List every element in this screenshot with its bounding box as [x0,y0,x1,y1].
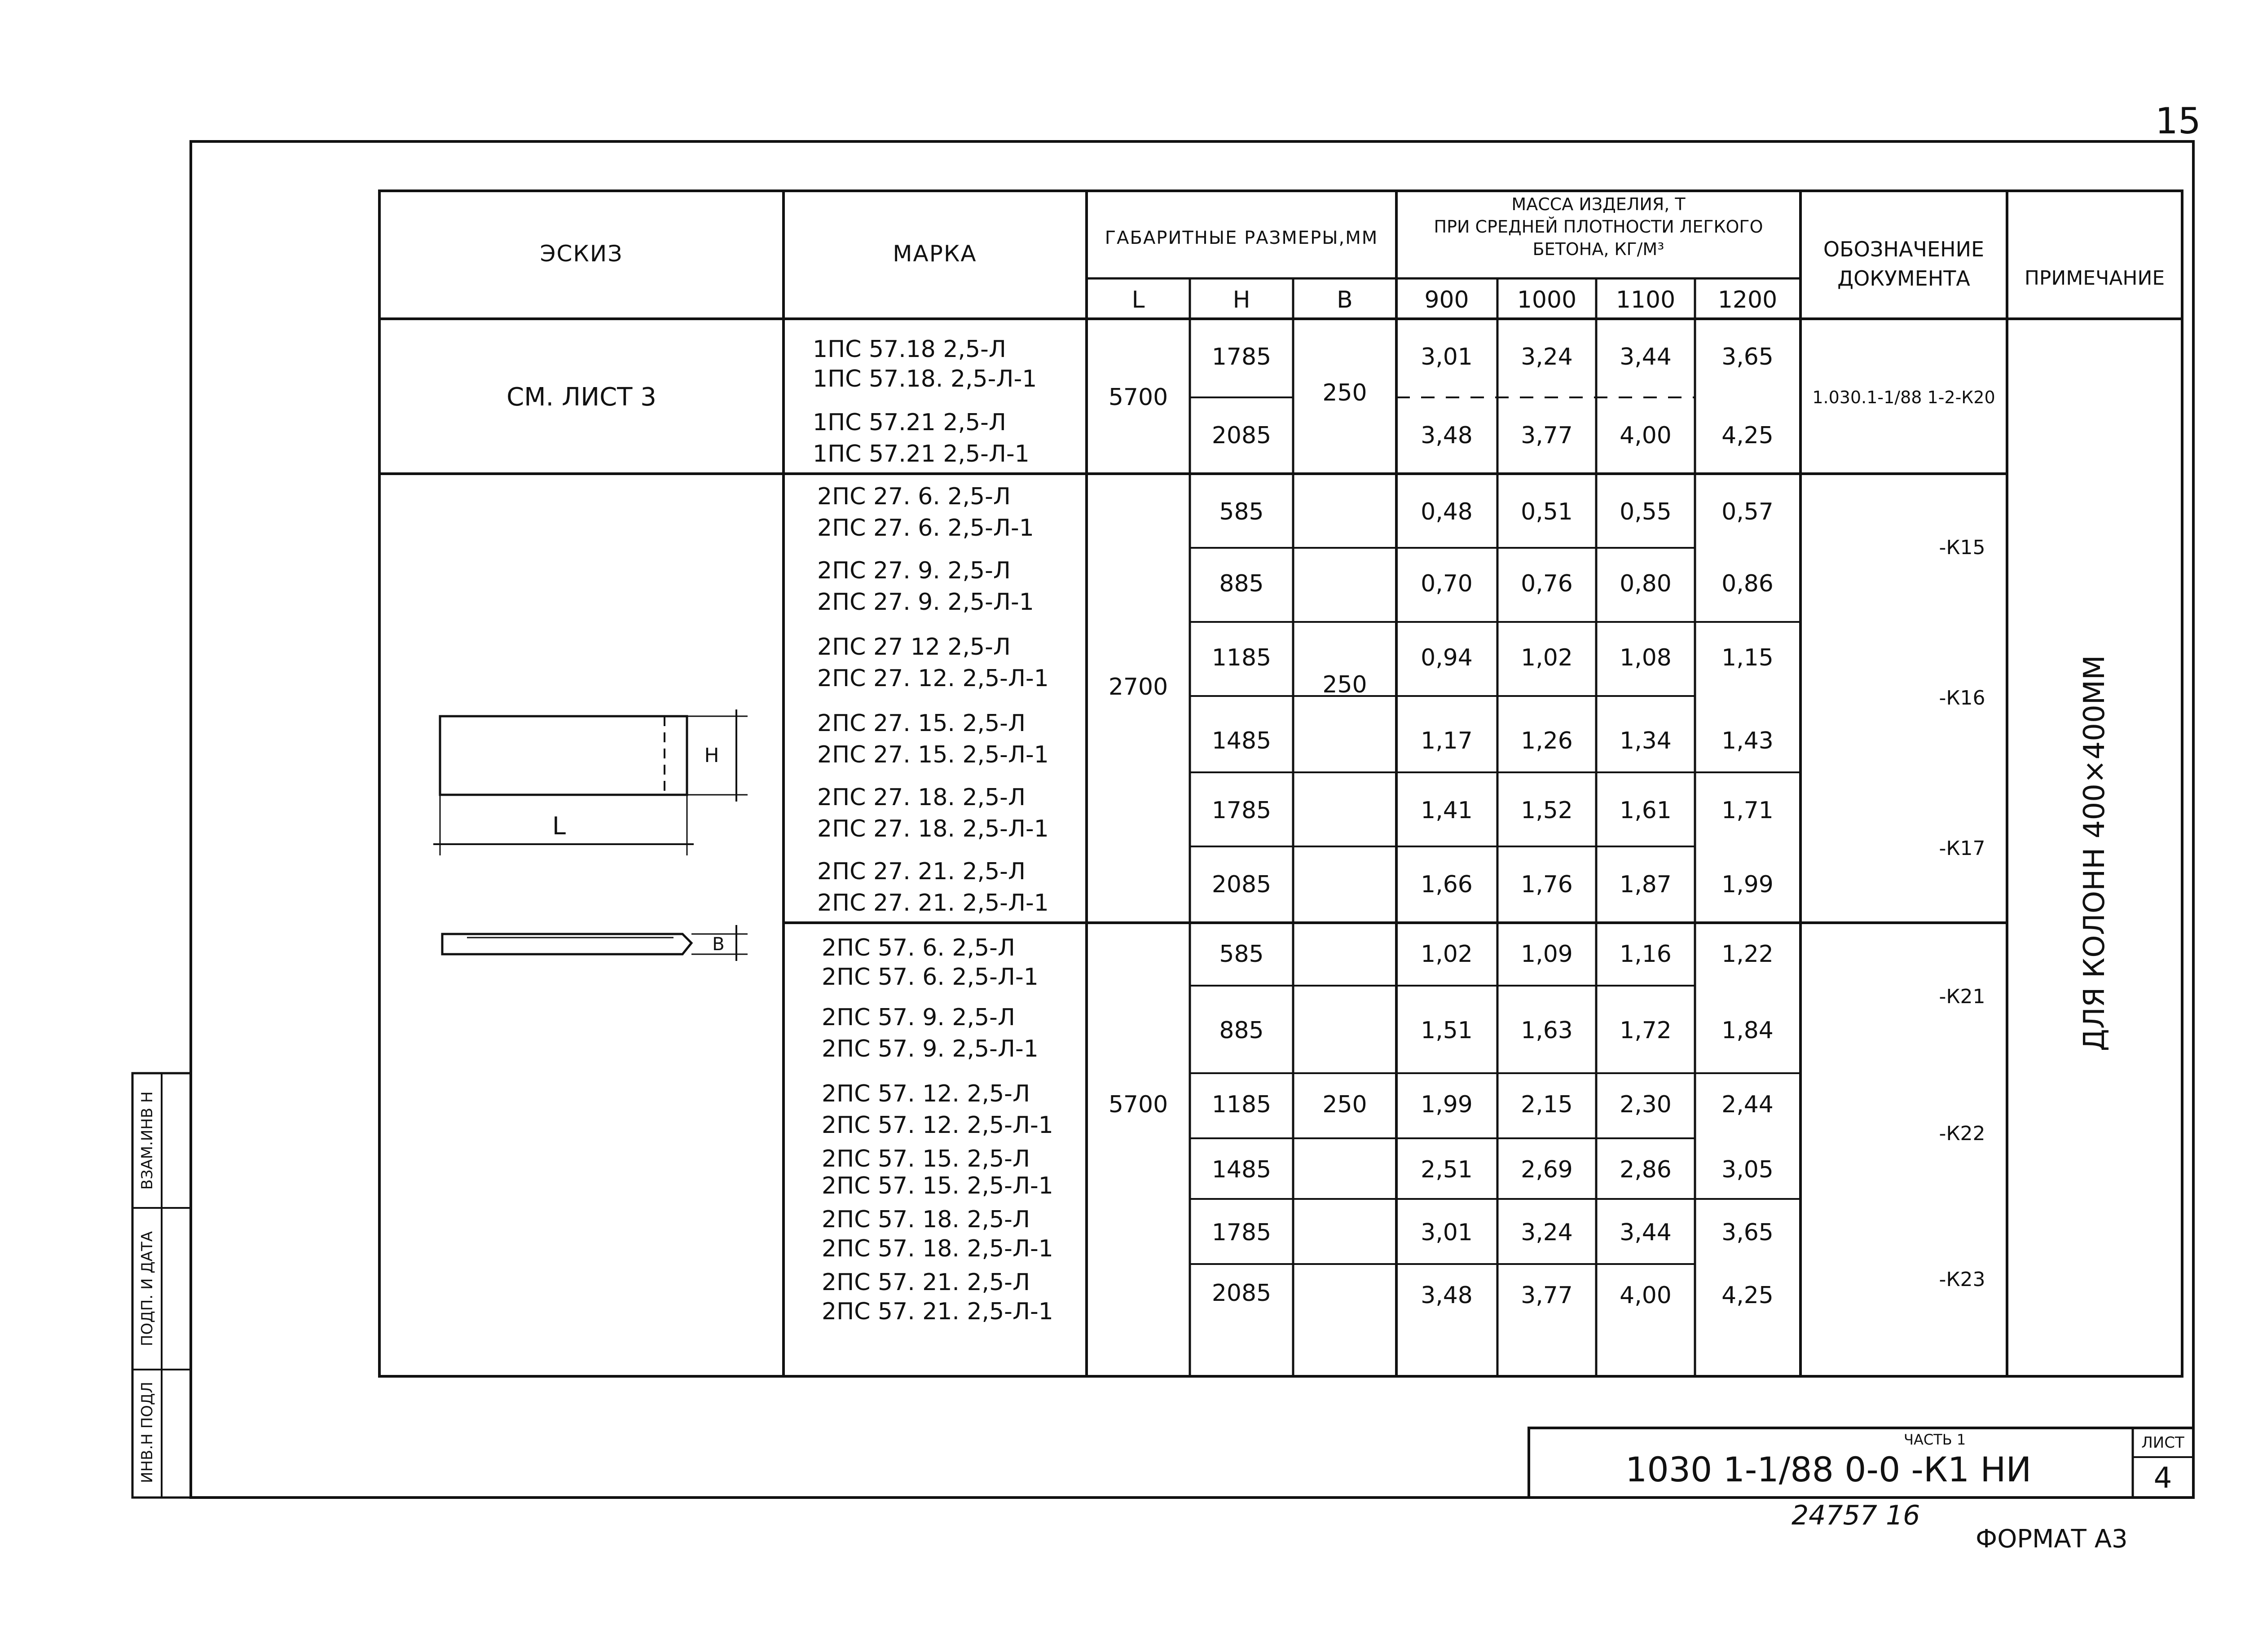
g3r6-mark1: 2ПС 57. 21. 2,5-Л [822,1269,1030,1296]
g2r5-m1100: 1,61 [1620,797,1672,824]
header-density-1100: 1100 [1616,286,1676,313]
g2r6-mark2: 2ПС 27. 21. 2,5-Л-1 [817,890,1049,916]
g2r3-m1200: 1,15 [1721,644,1774,671]
g2r2-m1100: 0,80 [1620,570,1672,597]
group2-L: 2700 [1108,674,1168,700]
group3-L: 5700 [1108,1091,1168,1118]
page-number: 15 [2155,100,2201,142]
g3r3-m1000: 2,15 [1521,1091,1573,1118]
g2r6-H: 2085 [1211,871,1272,898]
g3r2-m900: 1,51 [1421,1017,1473,1044]
g2r1-mark1: 2ПС 27. 6. 2,5-Л [817,483,1011,510]
header-doc-line2: ДОКУМЕНТА [1837,266,1970,291]
g2r2-mark2: 2ПС 27. 9. 2,5-Л-1 [817,589,1034,616]
footer-inventory-number: 24757 16 [1792,1500,1920,1531]
g2r3-mark1: 2ПС 27 12 2,5-Л [817,634,1011,661]
g3r6-m1100: 4,00 [1620,1282,1672,1309]
g2r3-m1100: 1,08 [1620,644,1672,671]
g2r1-H: 585 [1219,498,1264,525]
g3r1-mark2: 2ПС 57. 6. 2,5-Л-1 [822,964,1039,991]
g1r1-m1000: 3,24 [1521,344,1573,370]
g3r1-m1200: 1,22 [1721,941,1774,968]
g3r4-H: 1485 [1211,1156,1272,1183]
g1r2-mark1: 1ПС 57.21 2,5-Л [813,409,1006,436]
group1-L: 5700 [1108,384,1168,411]
g3r5-mark2: 2ПС 57. 18. 2,5-Л-1 [822,1235,1053,1262]
group3-B: 250 [1322,1091,1367,1118]
g3r4-mark2: 2ПС 57. 15. 2,5-Л-1 [822,1172,1053,1199]
g2r5-mark2: 2ПС 27. 18. 2,5-Л-1 [817,815,1049,842]
g1r1-m1200: 3,65 [1721,344,1774,370]
g2r4-H: 1485 [1211,727,1272,754]
footer-format: ФОРМАТ А3 [1976,1524,2128,1554]
g3r1-m1000: 1,09 [1521,941,1573,968]
g1r2-mark2: 1ПС 57.21 2,5-Л-1 [813,441,1030,467]
header-mass-line1: МАССА ИЗДЕЛИЯ, Т [1511,194,1686,214]
g1r2-H: 2085 [1211,422,1272,449]
g2r3-H: 1185 [1211,644,1272,671]
g3r4-m1000: 2,69 [1521,1156,1573,1183]
group3-doc-1: -К21 [1939,985,1985,1008]
g2r1-m900: 0,48 [1421,498,1473,525]
g3r5-m1200: 3,65 [1721,1219,1774,1246]
g3r6-m1000: 3,77 [1521,1282,1573,1309]
g3r3-mark1: 2ПС 57. 12. 2,5-Л [822,1080,1030,1107]
header-mass-line3: БЕТОНА, КГ/М³ [1532,239,1664,259]
g3r1-m1100: 1,16 [1620,941,1672,968]
group3-doc-3: -К23 [1939,1268,1985,1291]
g2r2-mark1: 2ПС 27. 9. 2,5-Л [817,557,1011,584]
group3-doc-2: -К22 [1939,1122,1985,1145]
g2r1-m1200: 0,57 [1721,498,1774,525]
g3r2-m1100: 1,72 [1620,1017,1672,1044]
g2r1-mark2: 2ПС 27. 6. 2,5-Л-1 [817,515,1034,542]
g3r6-m900: 3,48 [1421,1282,1473,1309]
sketch-label-H: H [704,744,719,767]
g3r2-m1000: 1,63 [1521,1017,1573,1044]
g3r6-m1200: 4,25 [1721,1282,1774,1309]
header-dim-H: H [1233,286,1250,313]
g3r2-m1200: 1,84 [1721,1017,1774,1044]
g2r5-m1000: 1,52 [1521,797,1573,824]
g2r5-m900: 1,41 [1421,797,1473,824]
g2r4-m900: 1,17 [1421,727,1473,754]
g3r4-m1100: 2,86 [1620,1156,1672,1183]
g3r5-m900: 3,01 [1421,1219,1473,1246]
group2-doc-3: -К17 [1939,837,1985,860]
header-dim-L: L [1131,286,1145,313]
g3r2-H: 885 [1219,1017,1264,1044]
g2r6-m1200: 1,99 [1721,871,1774,898]
g1r2-m900: 3,48 [1421,422,1473,449]
g3r5-mark1: 2ПС 57. 18. 2,5-Л [822,1206,1030,1233]
g2r6-m900: 1,66 [1421,871,1473,898]
g1r1-mark2: 1ПС 57.18. 2,5-Л-1 [813,366,1037,392]
g3r3-m900: 1,99 [1421,1091,1473,1118]
g1r1-mark1: 1ПС 57.18 2,5-Л [813,336,1006,363]
g3r4-m1200: 3,05 [1721,1156,1774,1183]
header-mass-line2: ПРИ СРЕДНЕЙ ПЛОТНОСТИ ЛЕГКОГО [1434,217,1763,237]
title-document-code: 1030 1-1/88 0-0 -К1 НИ [1625,1449,2032,1489]
g3r1-mark1: 2ПС 57. 6. 2,5-Л [822,934,1015,961]
title-sheet-number: 4 [2153,1462,2172,1495]
group1-B: 250 [1322,379,1367,406]
g2r6-mark1: 2ПС 27. 21. 2,5-Л [817,858,1026,885]
group2-doc-2: -К16 [1939,687,1985,709]
g2r4-m1100: 1,34 [1620,727,1672,754]
g3r3-mark2: 2ПС 57. 12. 2,5-Л-1 [822,1112,1053,1139]
g2r6-m1100: 1,87 [1620,871,1672,898]
title-part-label: ЧАСТЬ 1 [1904,1431,1966,1448]
header-dim-B: B [1337,286,1353,313]
group1-doc: 1.030.1-1/88 1-2-К20 [1812,388,1995,407]
g3r2-mark1: 2ПС 57. 9. 2,5-Л [822,1004,1015,1031]
g3r6-H: 2085 [1211,1280,1272,1307]
g3r3-m1200: 2,44 [1721,1091,1774,1118]
g2r2-H: 885 [1219,570,1264,597]
g2r1-m1100: 0,55 [1620,498,1672,525]
g2r4-mark2: 2ПС 27. 15. 2,5-Л-1 [817,741,1049,768]
g3r3-H: 1185 [1211,1091,1272,1118]
g2r4-m1200: 1,43 [1721,727,1774,754]
g3r4-mark1: 2ПС 57. 15. 2,5-Л [822,1145,1030,1172]
sketch-reference: СМ. ЛИСТ 3 [506,383,656,412]
header-density-900: 900 [1424,286,1469,313]
header-dimensions: ГАБАРИТНЫЕ РАЗМЕРЫ,ММ [1105,228,1378,248]
sketch-label-L: L [552,812,566,840]
g2r2-m900: 0,70 [1421,570,1473,597]
g2r4-m1000: 1,26 [1521,727,1573,754]
g2r3-m900: 0,94 [1421,644,1473,671]
g1r1-m1100: 3,44 [1620,344,1672,370]
g3r1-H: 585 [1219,941,1264,968]
g2r5-H: 1785 [1211,797,1272,824]
g2r2-m1000: 0,76 [1521,570,1573,597]
g3r5-H: 1785 [1211,1219,1272,1246]
group2-B: 250 [1322,671,1367,698]
title-sheet-label: ЛИСТ [2141,1434,2184,1452]
g2r5-m1200: 1,71 [1721,797,1774,824]
g3r5-m1100: 3,44 [1620,1219,1672,1246]
g1r1-m900: 3,01 [1421,344,1473,370]
stamp-signature-date: ПОДП. И ДАТА [138,1231,156,1347]
sketch-label-B: B [712,934,725,955]
note-vertical: ДЛЯ КОЛОНН 400×400ММ [2078,655,2111,1052]
g3r6-mark2: 2ПС 57. 21. 2,5-Л-1 [822,1298,1053,1325]
header-density-1200: 1200 [1717,286,1778,313]
stamp-replacement-inventory: ВЗАМ.ИНВ Н [138,1091,156,1190]
g1r2-m1000: 3,77 [1521,422,1573,449]
g2r6-m1000: 1,76 [1521,871,1573,898]
header-mark: МАРКА [893,241,977,267]
g1r2-m1100: 4,00 [1620,422,1672,449]
header-sketch: ЭСКИЗ [540,241,623,267]
g2r1-m1000: 0,51 [1521,498,1573,525]
group2-doc-1: -К15 [1939,536,1985,559]
g2r5-mark1: 2ПС 27. 18. 2,5-Л [817,784,1026,811]
g2r2-m1200: 0,86 [1721,570,1774,597]
g2r3-m1000: 1,02 [1521,644,1573,671]
header-density-1000: 1000 [1517,286,1577,313]
g2r4-mark1: 2ПС 27. 15. 2,5-Л [817,710,1026,737]
g2r3-mark2: 2ПС 27. 12. 2,5-Л-1 [817,665,1049,692]
g3r2-mark2: 2ПС 57. 9. 2,5-Л-1 [822,1035,1039,1062]
g3r1-m900: 1,02 [1421,941,1473,968]
stamp-inventory-original: ИНВ.Н ПОДЛ [138,1382,156,1483]
g3r3-m1100: 2,30 [1620,1091,1672,1118]
g1r2-m1200: 4,25 [1721,422,1774,449]
header-note: ПРИМЕЧАНИЕ [2024,267,2165,290]
g3r5-m1000: 3,24 [1521,1219,1573,1246]
g3r4-m900: 2,51 [1421,1156,1473,1183]
g1r1-H: 1785 [1211,344,1272,370]
header-doc-line1: ОБОЗНАЧЕНИЕ [1823,237,1985,261]
